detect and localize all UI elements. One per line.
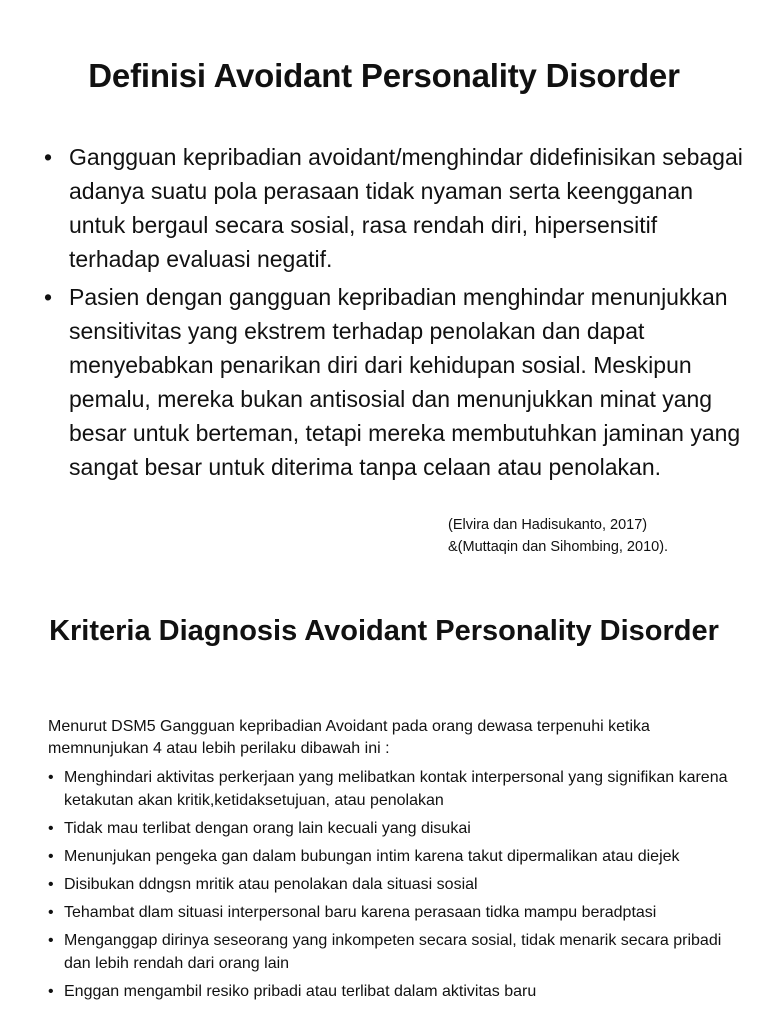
bullet-dot-icon: • <box>48 932 54 949</box>
criteria-item <box>48 929 738 975</box>
bullet-item <box>44 280 744 484</box>
references <box>448 514 748 558</box>
criteria-text: Tehambat dlam situasi interpersonal baru karena perasaan tidka mampu beradptasi <box>64 904 657 921</box>
reference-line: (Elvira dan Hadisukanto, 2017) <box>448 517 648 533</box>
bullet-dot-icon: • <box>48 820 54 837</box>
bullet-text: Pasien dengan gangguan kepribadian menghindar menunjukkan sensitivitas yang ekstrem terhadap penolakan dan dapat menyebabkan penarikan diri dari kehidupan sosial. Meskipun pemalu, mereka bukan antisosial dan menunjukkan minat yang besar untuk berteman, tetapi mereka membutuhkan jaminan yang sangat besar untuk diterima tanpa celaan atau penolakan. <box>69 284 741 480</box>
bullet-dot-icon: • <box>48 983 54 1000</box>
slide-title: Definisi Avoidant Personality Disorder <box>88 57 680 94</box>
slide-title: Kriteria Diagnosis Avoidant Personality Disorder <box>49 615 719 647</box>
criteria-text: Menganggap dirinya seseorang yang inkompeten secara sosial, tidak menarik secara pribadi dan lebih rendah dari orang lain <box>64 932 722 972</box>
criteria-item <box>48 817 738 840</box>
bullet-dot-icon: • <box>48 769 54 786</box>
criteria-text: Menunjukan pengeka gan dalam bubungan intim karena takut dipermalikan atau diejek <box>64 848 680 865</box>
intro-text: Menurut DSM5 Gangguan kepribadian Avoidant pada orang dewasa terpenuhi ketika memnunjukan 4 atau lebih perilaku dibawah ini : <box>48 718 650 757</box>
criteria-item <box>48 980 738 1003</box>
criteria-item <box>48 766 738 812</box>
bullet-dot-icon: • <box>48 848 54 865</box>
criteria-text: Tidak mau terlibat dengan orang lain kecuali yang disukai <box>64 820 471 837</box>
bullet-text: Gangguan kepribadian avoidant/menghindar didefinisikan sebagai adanya suatu pola perasaan tidak nyaman serta keengganan untuk bergaul secara sosial, rasa rendah diri, hipersensitif terhadap evaluasi negatif. <box>69 144 743 272</box>
slide-diagnosis-criteria <box>0 580 768 1024</box>
criteria-bullet-list <box>48 766 738 1008</box>
bullet-item <box>44 140 744 276</box>
bullet-dot-icon: • <box>48 876 54 893</box>
bullet-dot-icon: • <box>48 904 54 921</box>
criteria-text: Enggan mengambil resiko pribadi atau terlibat dalam aktivitas baru <box>64 983 537 1000</box>
criteria-item <box>48 873 738 896</box>
definition-bullet-list <box>44 140 744 488</box>
bullet-dot-icon: • <box>44 284 53 310</box>
bullet-dot-icon: • <box>44 144 53 170</box>
criteria-item <box>48 901 738 924</box>
reference-line: &(Muttaqin dan Sihombing, 2010). <box>448 539 669 555</box>
criteria-item <box>48 845 738 868</box>
criteria-text: Disibukan ddngsn mritik atau penolakan dala situasi sosial <box>64 876 478 893</box>
criteria-text: Menghindari aktivitas perkerjaan yang melibatkan kontak interpersonal yang signifikan karena ketakutan akan kritik,ketidaksetujuan, atau penolakan <box>64 769 728 809</box>
